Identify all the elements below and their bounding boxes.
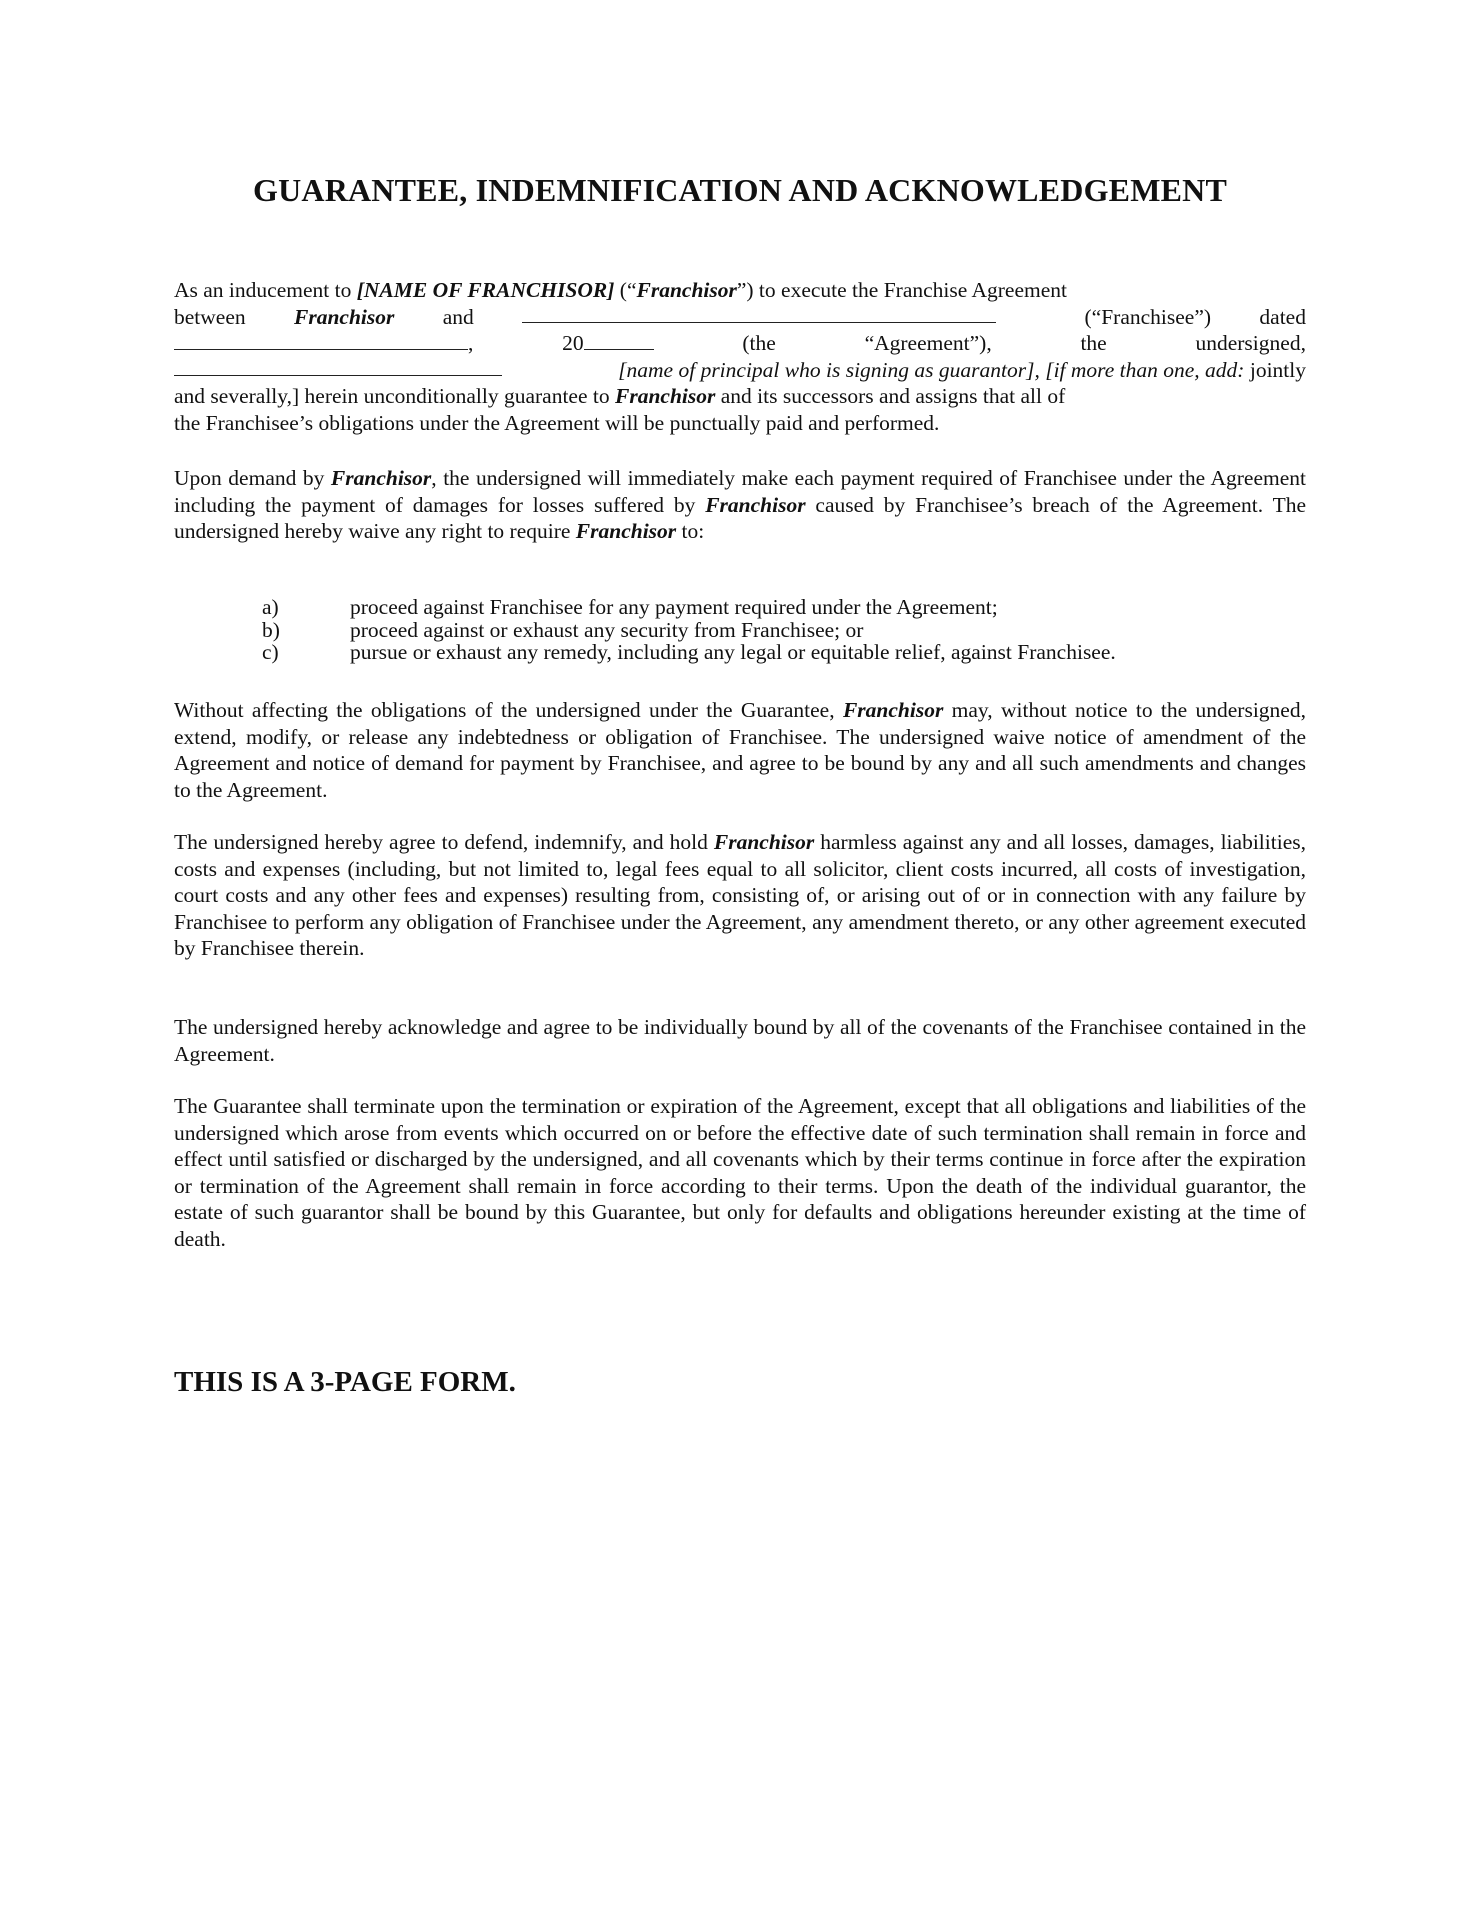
year-blank[interactable] xyxy=(584,331,654,350)
intro-line-4: [name of principal who is signing as guarantor], [if more than one, add: jointly xyxy=(174,357,1306,384)
intro-line-6: the Franchisee’s obligations under the Agreement will be punctually paid and performed. xyxy=(174,410,940,435)
waiver-list xyxy=(174,596,1306,664)
modification-paragraph: Without affecting the obligations of the undersigned under the Guarantee, Franchisor may, without notice to the undersigned, extend, modify, or release any indebtedness or obligation of Franchisee. The undersigned waive notice of amendment of the Agreement and notice of demand for payment by Franchisee, and agree to be bound by any and all such amendments and changes to the Agreement. xyxy=(174,698,1306,802)
list-item: a) proceed against Franchisee for any payment required under the Agreement; xyxy=(262,595,998,619)
intro-line-2: between Franchisor and (“Franchisee”) dated xyxy=(174,304,1306,329)
date-blank[interactable] xyxy=(174,331,468,350)
list-item: c) pursue or exhaust any remedy, including any legal or equitable relief, against Franchisee. xyxy=(262,640,1116,664)
guarantor-name-blank[interactable] xyxy=(174,357,502,376)
franchisor-term: Franchisor xyxy=(636,278,737,302)
intro-line-3: , 20 (the “Agreement”), the undersigned, xyxy=(174,330,1306,357)
intro-line-5: and severally,] herein unconditionally guarantee to Franchisor and its successors and assigns that all of xyxy=(174,384,1066,409)
guarantor-instruction: [name of principal who is signing as guarantor], [if more than one, add: xyxy=(618,357,1245,382)
document-title: GUARANTEE, INDEMNIFICATION AND ACKNOWLEDGEMENT xyxy=(252,172,1228,208)
termination-paragraph: The Guarantee shall terminate upon the termination or expiration of the Agreement, except that all obligations and liabilities of the undersigned which arose from events which occurred on or before the effective date of such termination shall remain in force and effect until satisfied or discharged by the undersigned, and all covenants which by their terms continue in force after the expiration or termination of the Agreement shall remain in force according to their terms. Upon the death of the individual guarantor, the estate of such guarantor shall be bound by this Guarantee, but only for defaults and obligations hereunder existing at the time of death. xyxy=(174,1094,1306,1251)
page-count-note: THIS IS A 3-PAGE FORM. xyxy=(174,1366,516,1398)
demand-paragraph: Upon demand by Franchisor, the undersigned will immediately make each payment required of Franchisee under the Agreement including the payment of damages for losses suffered by Franchisor caused by Franchisee’s breach of the Agreement. The undersigned hereby waive any right to require Franchisor to: xyxy=(174,466,1307,544)
intro-line-1: As an inducement to [NAME OF FRANCHISOR] (“Franchisor”) to execute the Franchise Agreement xyxy=(174,278,1067,302)
franchisor-name-placeholder: [NAME OF FRANCHISOR] xyxy=(356,278,615,302)
intro-paragraph xyxy=(174,277,1306,437)
indemnification-paragraph: The undersigned hereby agree to defend, indemnify, and hold Franchisor harmless against any and all losses, damages, liabilities, costs and expenses (including, but not limited to, legal fees equal to all solicitor, client costs incurred, all costs of investigation, court costs and any other fees and expenses) resulting from, consisting of, or arising out of or in connection with any failure by Franchisee to perform any obligation of Franchisee under the Agreement, any amendment thereto, or any other agreement executed by Franchisee therein. xyxy=(174,830,1306,961)
franchisee-name-blank[interactable] xyxy=(522,304,996,323)
list-item: b) proceed against or exhaust any security from Franchisee; or xyxy=(262,617,864,642)
acknowledgement-paragraph: The undersigned hereby acknowledge and agree to be individually bound by all of the covenants of the Franchisee contained in the Agreement. xyxy=(174,1015,1306,1066)
